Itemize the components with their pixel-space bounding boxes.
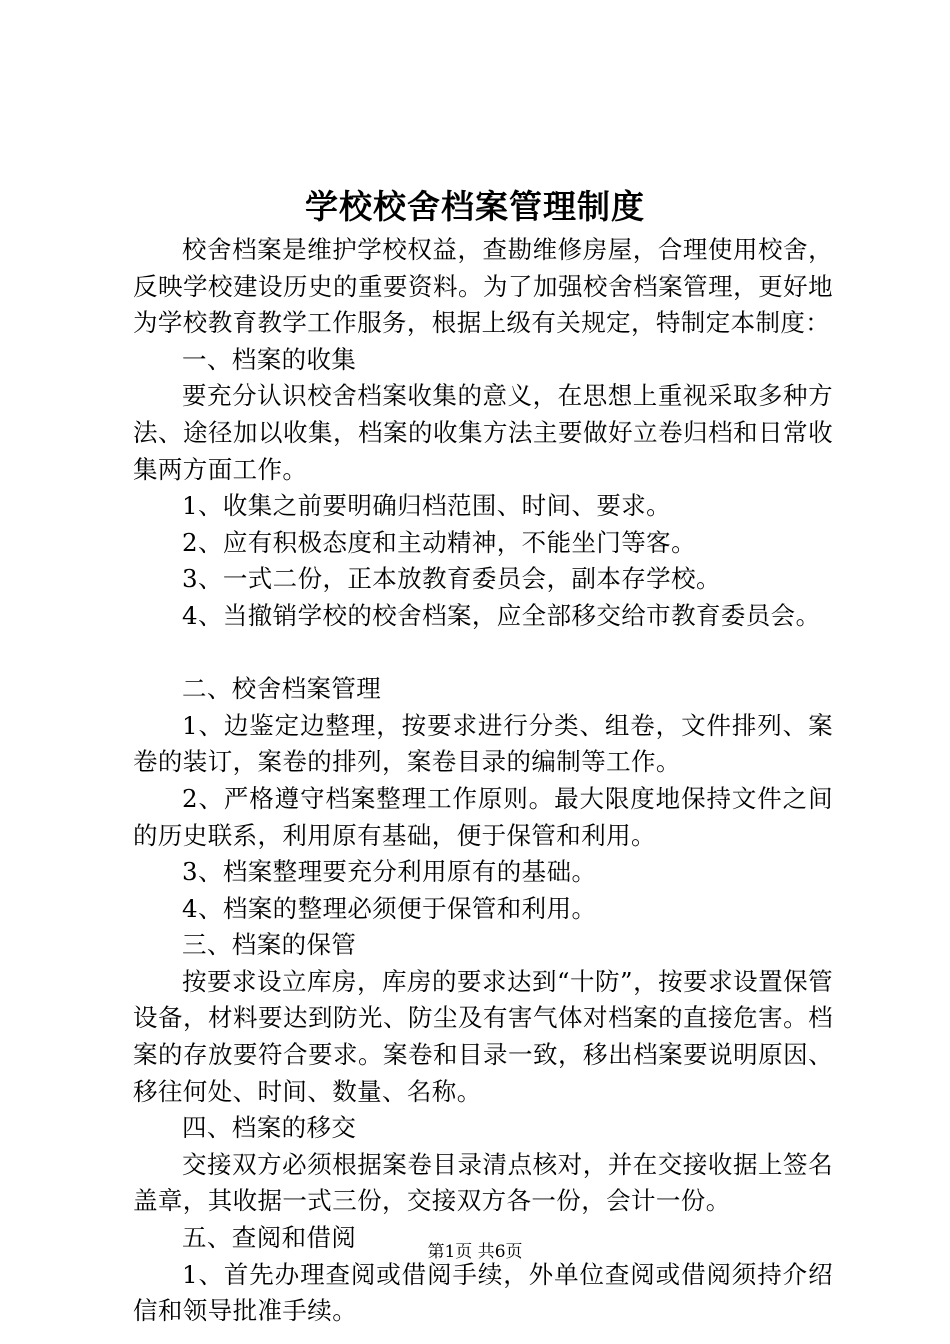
section-heading-management: 二、校舍档案管理 xyxy=(182,674,382,704)
paragraph: 要充分认识校舍档案收集的意义，在思想上重视采取多种方法、途径加以收集，档案的收集方法主要做好立卷归档和日常收集两方面工作。 xyxy=(133,381,833,484)
document-title: 学校校舍档案管理制度 xyxy=(305,187,645,226)
intro-paragraph: 校舍档案是维护学校权益，查勘维修房屋，合理使用校舍，反映学校建设历史的重要资料。为了加强校舍档案管理，更好地为学校教育教学工作服务，根据上级有关规定，特制定本制度： xyxy=(133,235,833,338)
list-item: 4、当撤销学校的校舍档案，应全部移交给市教育委员会。 xyxy=(182,600,821,630)
section-heading-access: 五、查阅和借阅 xyxy=(182,1223,357,1253)
list-item: 1、收集之前要明确归档范围、时间、要求。 xyxy=(182,491,672,521)
section-heading-collection: 一、档案的收集 xyxy=(182,344,357,374)
paragraph: 按要求设立库房，库房的要求达到“十防”，按要求设置保管设备，材料要达到防光、防尘及有害气体对档案的直接危害。档案的存放要符合要求。案卷和目录一致，移出档案要说明原因、移往何处、时间、数量、名称。 xyxy=(133,966,833,1106)
blank-line xyxy=(133,635,833,672)
section-heading-transfer: 四、档案的移交 xyxy=(182,1113,357,1143)
list-item: 1、边鉴定边整理，按要求进行分类、组卷，文件排列、案卷的装订，案卷的排列，案卷目录的编制等工作。 xyxy=(133,710,833,777)
paragraph: 交接双方必须根据案卷目录清点核对，并在交接收据上签名盖章，其收据一式三份，交接双方各一份，会计一份。 xyxy=(133,1149,833,1216)
page-footer: 第1页 共6页 xyxy=(427,1242,523,1262)
document-body xyxy=(133,232,833,1330)
list-item: 1、首先办理查阅或借阅手续，外单位查阅或借阅须持介绍信和领导批准手续。 xyxy=(133,1259,833,1326)
list-item: 3、档案整理要充分利用原有的基础。 xyxy=(182,857,597,887)
list-item: 2、严格遵守档案整理工作原则。最大限度地保持文件之间的历史联系，利用原有基础，便于保管和利用。 xyxy=(133,783,833,850)
list-item: 2、应有积极态度和主动精神，不能坐门等客。 xyxy=(182,527,696,557)
list-item: 3、一式二份，正本放教育委员会，副本存学校。 xyxy=(182,564,721,594)
section-heading-storage: 三、档案的保管 xyxy=(182,930,357,960)
list-item: 4、档案的整理必须便于保管和利用。 xyxy=(182,893,597,923)
